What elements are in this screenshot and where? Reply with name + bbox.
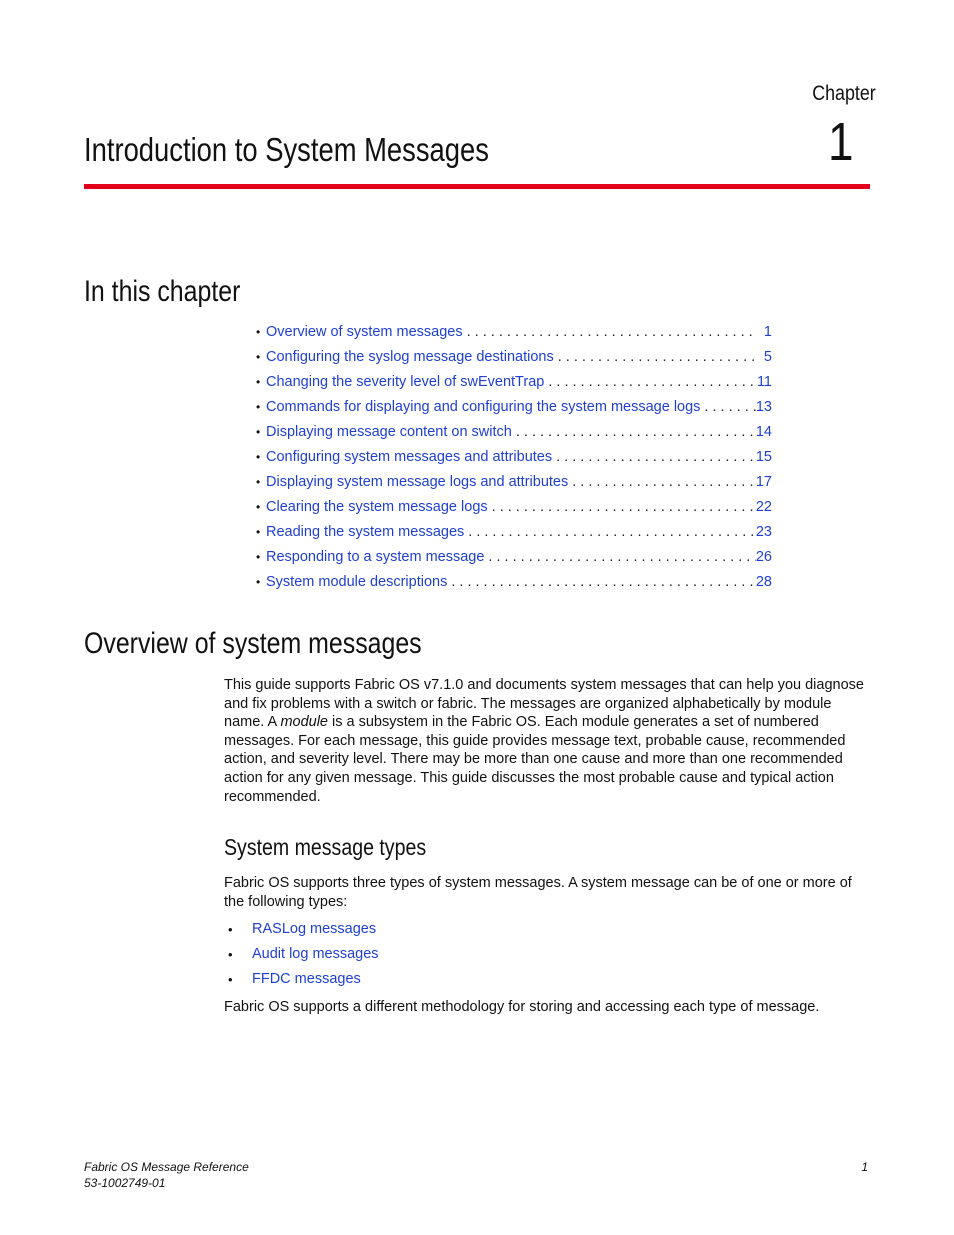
chapter-title-rule xyxy=(84,184,870,189)
toc-item[interactable] xyxy=(256,395,772,420)
bullet-icon: • xyxy=(228,972,233,987)
audit-log-link[interactable]: Audit log messages xyxy=(252,946,379,962)
toc-leader xyxy=(554,345,756,370)
toc-item-page[interactable]: 23 xyxy=(755,524,772,540)
types-outro: Fabric OS supports a different methodology for storing and accessing each type of message. xyxy=(224,999,820,1015)
module-term: module xyxy=(280,714,328,731)
list-item[interactable] xyxy=(224,942,379,967)
toc-item-page[interactable]: 5 xyxy=(763,349,772,365)
toc-item[interactable] xyxy=(256,445,772,470)
toc-item-label[interactable]: System module descriptions xyxy=(266,574,448,590)
types-list xyxy=(224,917,379,992)
toc-leader xyxy=(464,520,756,545)
toc-leader xyxy=(700,395,755,420)
toc-item-page[interactable]: 28 xyxy=(755,574,772,590)
chapter-number: 1 xyxy=(828,112,854,172)
toc-item-page[interactable]: 22 xyxy=(755,499,772,515)
toc-item-label[interactable]: Overview of system messages xyxy=(266,324,463,340)
toc-item-page[interactable]: 15 xyxy=(755,449,772,465)
toc-heading: In this chapter xyxy=(84,275,241,308)
bullet-icon: • xyxy=(256,500,261,514)
bullet-icon: • xyxy=(228,922,233,937)
toc-item-page[interactable]: 1 xyxy=(763,324,772,340)
toc-item-label[interactable]: Changing the severity level of swEventTrap xyxy=(266,374,545,390)
bullet-icon: • xyxy=(256,475,261,489)
toc-item[interactable] xyxy=(256,470,772,495)
bullet-icon: • xyxy=(256,525,261,539)
list-item[interactable] xyxy=(224,917,379,942)
toc-item-page[interactable]: 13 xyxy=(755,399,772,415)
toc-leader xyxy=(488,495,756,520)
toc-list xyxy=(256,320,772,595)
toc-leader xyxy=(568,470,756,495)
list-item[interactable] xyxy=(224,967,379,992)
types-intro: Fabric OS supports three types of system messages. A system message can be of one or more of the following types: xyxy=(224,875,852,910)
chapter-title: Introduction to System Messages xyxy=(84,131,489,168)
bullet-icon: • xyxy=(256,325,261,339)
overview-text-start: This guide supports Fabric OS v7.1.0 and documents system messages that can help you diagnose and fix problems with a switch or fabric. The messages are organized alphabetically by module name. A xyxy=(224,677,864,731)
bullet-icon: • xyxy=(256,575,261,589)
bullet-icon: • xyxy=(228,947,233,962)
bullet-icon: • xyxy=(256,550,261,564)
footer-page-number: 1 xyxy=(861,1160,868,1174)
toc-leader xyxy=(463,320,756,345)
types-heading: System message types xyxy=(224,834,427,860)
bullet-icon: • xyxy=(256,450,261,464)
toc-item[interactable] xyxy=(256,320,772,345)
toc-item[interactable] xyxy=(256,420,772,445)
toc-item-label[interactable]: Commands for displaying and configuring the system message logs xyxy=(266,399,701,415)
toc-item[interactable] xyxy=(256,345,772,370)
toc-item-label[interactable]: Configuring the syslog message destinations xyxy=(266,349,554,365)
toc-item[interactable] xyxy=(256,545,772,570)
overview-paragraph xyxy=(224,676,870,806)
overview-heading: Overview of system messages xyxy=(84,627,422,660)
toc-item[interactable] xyxy=(256,370,772,395)
toc-leader xyxy=(447,570,756,595)
toc-item-label[interactable]: Reading the system messages xyxy=(266,524,465,540)
toc-leader xyxy=(512,420,756,445)
toc-item-page[interactable]: 14 xyxy=(755,424,772,440)
toc-item-page[interactable]: 11 xyxy=(756,374,772,390)
toc-item[interactable] xyxy=(256,570,772,595)
toc-item-label[interactable]: Responding to a system message xyxy=(266,549,485,565)
bullet-icon: • xyxy=(256,350,261,364)
toc-item-label[interactable]: Clearing the system message logs xyxy=(266,499,488,515)
toc-item-label[interactable]: Displaying system message logs and attributes xyxy=(266,474,569,490)
toc-item-page[interactable]: 26 xyxy=(755,549,772,565)
toc-leader xyxy=(552,445,756,470)
toc-item[interactable] xyxy=(256,495,772,520)
footer-doc-number: 53-1002749-01 xyxy=(84,1176,166,1190)
bullet-icon: • xyxy=(256,375,261,389)
chapter-label: Chapter xyxy=(812,82,876,105)
overview-text-end: is a subsystem in the Fabric OS. Each module generates a set of numbered messages. For each message, this guide provides message text, probable cause, recommended action, and severity level. There may be more than one cause and more than one recommended action for any given message. This guide discusses the most probable cause and typical action recommended. xyxy=(224,714,846,805)
toc-leader xyxy=(484,545,755,570)
toc-item-page[interactable]: 17 xyxy=(755,474,772,490)
footer-doc-title: Fabric OS Message Reference xyxy=(84,1160,249,1174)
bullet-icon: • xyxy=(256,425,261,439)
raslog-link[interactable]: RASLog messages xyxy=(252,921,377,937)
bullet-icon: • xyxy=(256,400,261,414)
ffdc-link[interactable]: FFDC messages xyxy=(252,971,361,987)
toc-item-label[interactable]: Configuring system messages and attributes xyxy=(266,449,553,465)
toc-item[interactable] xyxy=(256,520,772,545)
toc-item-label[interactable]: Displaying message content on switch xyxy=(266,424,512,440)
toc-leader xyxy=(544,370,756,395)
